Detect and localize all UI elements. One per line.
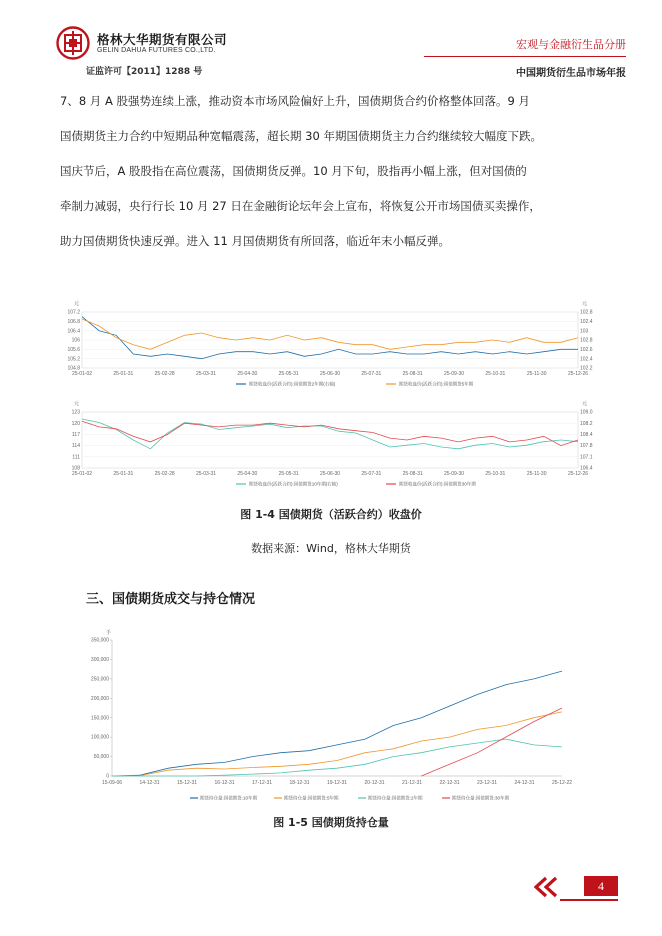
paragraph-line: 7、8 月 A 股强势连续上涨，推动资本市场风险偏好上升，国债期货合约价格整体回落。9 月	[60, 94, 530, 108]
body-paragraph	[60, 84, 608, 259]
x-tick-label: 25-11-30	[526, 471, 547, 477]
x-tick-label: 25-04-30	[237, 471, 258, 477]
series-line	[82, 317, 578, 359]
y-right-tick-label: 102.2	[580, 365, 593, 372]
y-right-tick-label: 107.8	[580, 443, 593, 450]
figure-caption: 图 1-4 国债期货（活跃合约）收盘价	[240, 508, 422, 521]
x-tick-label: 25-12-26	[567, 371, 589, 377]
y-tick-label: 50,000	[93, 754, 109, 761]
series-line	[82, 319, 578, 349]
y-tick-label: 0	[106, 773, 109, 780]
company-name-cn: 格林大华期货有限公司	[97, 32, 228, 47]
x-tick-label: 25-12-26	[567, 471, 589, 477]
y-left-tick-label: 120	[71, 420, 80, 427]
x-tick-label: 16-12-31	[214, 780, 235, 786]
y-left-tick-label: 106	[71, 337, 80, 344]
legend-label: 期货收盘价(活跃合约):国债期货2年期(右轴)	[249, 381, 336, 387]
x-tick-label: 25-08-31	[402, 371, 423, 377]
x-tick-label: 25-05-31	[278, 471, 299, 477]
y-right-tick-label: 108.2	[580, 420, 593, 427]
x-tick-label: 15-09-06	[101, 780, 123, 786]
x-tick-label: 17-12-31	[251, 780, 273, 786]
section-heading: 三、国债期货成交与持仓情况	[86, 592, 256, 607]
y-left-tick-label: 106.4	[67, 328, 80, 335]
left-axis-unit: 元	[74, 301, 80, 307]
y-left-tick-label: 111	[72, 454, 80, 461]
bond-futures-price-chart-10y-30y	[56, 396, 606, 492]
data-source: 数据来源：Wind，格林大华期货	[251, 542, 411, 555]
x-tick-label: 19-12-31	[326, 780, 348, 786]
y-tick-label: 200,000	[90, 695, 109, 702]
series-line	[82, 419, 578, 449]
y-right-tick-label: 106.4	[580, 465, 593, 472]
legend-label: 期货收盘价(活跃合约):国债期货5年期	[399, 381, 474, 387]
open-interest-chart	[86, 628, 576, 806]
y-right-tick-label: 103	[580, 328, 589, 335]
x-tick-label: 21-12-31	[401, 780, 423, 786]
x-tick-label: 25-04-30	[237, 371, 258, 377]
y-right-tick-label: 102.4	[580, 356, 593, 363]
legend-label: 期货持仓量:国债期货:10年期	[200, 795, 258, 801]
chevron-left-icon	[532, 876, 580, 898]
x-tick-label: 25-06-30	[319, 371, 341, 377]
y-left-tick-label: 117	[72, 432, 80, 438]
x-tick-label: 25-03-31	[195, 471, 217, 477]
legend-label: 期货持仓量:国债期货:30年期	[452, 795, 510, 801]
x-tick-label: 15-12-31	[176, 780, 198, 786]
y-right-tick-label: 107.1	[580, 454, 593, 461]
series-line	[421, 708, 562, 776]
x-tick-label: 18-12-31	[289, 780, 310, 786]
x-tick-label: 25-02-28	[154, 371, 175, 377]
footer-divider	[560, 899, 618, 901]
section-title: 宏观与金融衍生品分册	[516, 38, 626, 51]
y-left-tick-label: 105.2	[67, 356, 80, 363]
bond-futures-price-chart-2y-5y	[56, 296, 606, 392]
x-tick-label: 25-11-30	[526, 371, 547, 377]
x-tick-label: 25-12-22	[551, 780, 573, 786]
right-axis-unit: 元	[582, 301, 588, 307]
page-number: 4	[584, 876, 618, 896]
y-right-tick-label: 108.4	[580, 432, 593, 438]
y-tick-label: 150,000	[90, 715, 109, 722]
legend-label: 期货收盘价(活跃合约):国债期货30年期	[399, 481, 476, 487]
y-left-tick-label: 107.2	[67, 309, 80, 316]
x-tick-label: 23-12-31	[476, 780, 498, 786]
report-title: 中国期货衍生品市场年报	[516, 68, 626, 79]
x-tick-label: 24-12-31	[514, 780, 535, 786]
x-tick-label: 25-09-30	[443, 371, 465, 377]
paragraph-line: 牵制力减弱，央行行长 10 月 27 日在金融街论坛年会上宣布，将恢复公开市场国债买卖操作，	[60, 199, 541, 213]
legend-label: 期货持仓量:国债期货:5年期	[284, 795, 339, 801]
x-tick-label: 25-07-31	[361, 371, 382, 377]
x-tick-label: 25-06-30	[319, 471, 341, 477]
company-logo	[56, 26, 90, 60]
y-tick-label: 250,000	[90, 676, 109, 683]
y-left-tick-label: 104.8	[67, 365, 80, 372]
y-tick-label: 350,000	[90, 637, 109, 644]
x-tick-label: 25-09-30	[443, 471, 465, 477]
x-tick-label: 14-12-31	[139, 780, 160, 786]
y-right-tick-label: 109.0	[580, 409, 593, 416]
x-tick-label: 25-01-02	[71, 371, 93, 377]
y-tick-label: 300,000	[90, 657, 109, 664]
x-tick-label: 22-12-31	[439, 780, 460, 786]
y-left-tick-label: 123	[71, 409, 80, 416]
series-line	[82, 421, 578, 445]
company-name-en: GELIN DAHUA FUTURES CO.,LTD.	[97, 47, 216, 54]
y-left-tick-label: 105.6	[67, 346, 80, 353]
y-left-tick-label: 108	[71, 465, 80, 472]
y-left-tick-label: 106.8	[67, 318, 80, 325]
x-tick-label: 25-10-31	[485, 371, 506, 377]
y-right-tick-label: 102.8	[580, 337, 593, 344]
x-tick-label: 25-01-31	[113, 371, 134, 377]
x-tick-label: 25-10-31	[485, 471, 506, 477]
y-tick-label: 100,000	[90, 734, 109, 741]
x-tick-label: 25-03-31	[195, 371, 217, 377]
y-right-tick-label: 102.6	[580, 346, 593, 353]
x-tick-label: 25-01-02	[71, 471, 93, 477]
x-tick-label: 20-12-31	[364, 780, 385, 786]
x-tick-label: 25-05-31	[278, 371, 299, 377]
x-tick-label: 25-07-31	[361, 471, 382, 477]
legend-label: 期货持仓量:国债期货:2年期	[368, 795, 423, 801]
left-axis-unit: 元	[74, 401, 80, 407]
y-axis-unit: 手	[106, 630, 112, 636]
y-right-tick-label: 102.4	[580, 318, 593, 325]
y-left-tick-label: 114	[72, 443, 80, 450]
legend-label: 期货收盘价(活跃合约):国债期货10年期(右轴)	[249, 481, 338, 487]
x-tick-label: 25-08-31	[402, 471, 423, 477]
license-number: 证监许可【2011】1288 号	[86, 67, 203, 77]
paragraph-line: 国庆节后，A 股股指在高位震荡，国债期货反弹。10 月下旬，股指再小幅上涨，但对国债的	[60, 164, 527, 178]
paragraph-line: 国债期货主力合约中短期品种宽幅震荡，超长期 30 年期国债期货主力合约继续较大幅度下跌。	[60, 129, 542, 143]
header-divider	[424, 56, 626, 57]
x-tick-label: 25-01-31	[113, 471, 134, 477]
right-axis-unit: 元	[582, 401, 588, 407]
y-right-tick-label: 102.8	[580, 309, 593, 316]
x-tick-label: 25-02-28	[154, 471, 175, 477]
paragraph-line: 助力国债期货快速反弹。进入 11 月国债期货有所回落，临近年末小幅反弹。	[60, 234, 450, 248]
figure-caption: 图 1-5 国债期货持仓量	[273, 816, 389, 829]
